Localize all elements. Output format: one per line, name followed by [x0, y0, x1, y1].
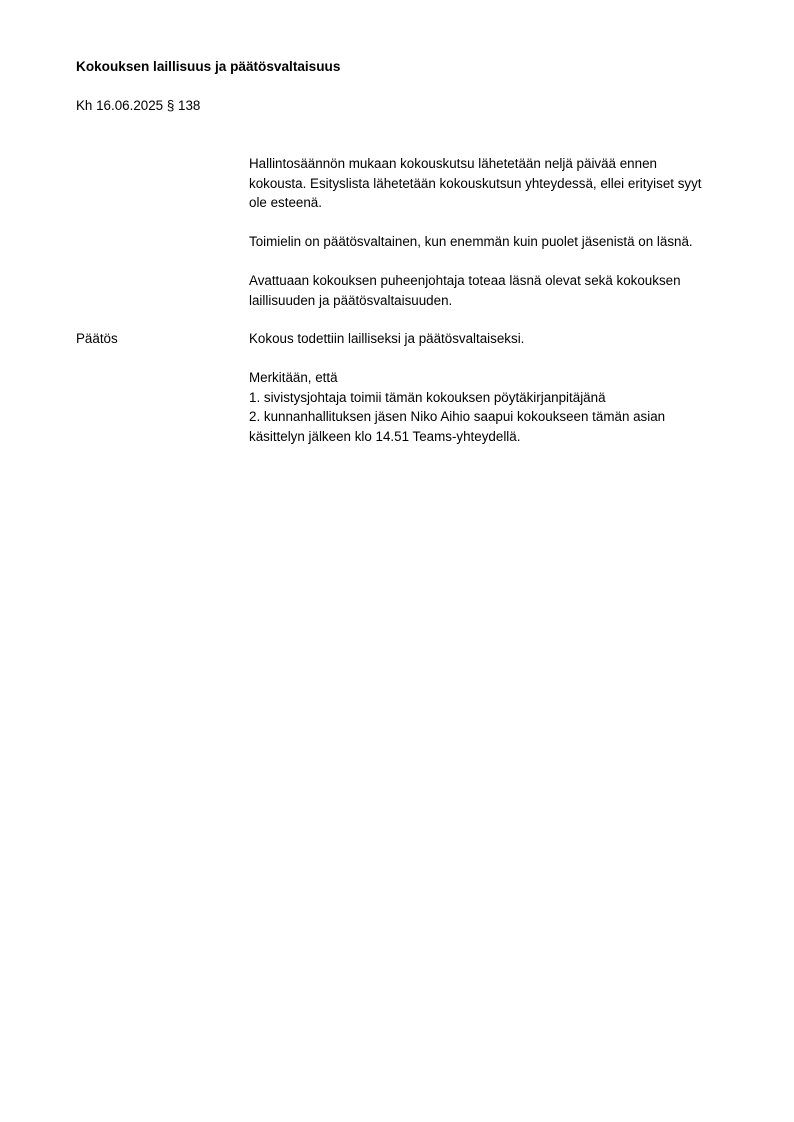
document-title: Kokouksen laillisuus ja päätösvaltaisuus: [76, 59, 341, 74]
notes-line: 2. kunnanhallituksen jäsen Niko Aihio saapui kokoukseen tämän asian: [249, 409, 666, 424]
notes-line: 1. sivistysjohtaja toimii tämän kokouksen pöytäkirjanpitäjänä: [249, 389, 606, 405]
chair-line: laillisuuden ja päätösvaltaisuuden.: [249, 292, 453, 308]
intro-paragraph: [249, 154, 749, 213]
meeting-reference: Kh 16.06.2025 § 138: [76, 98, 201, 113]
notes-line: Merkitään, että: [249, 370, 338, 385]
notes-line: käsittelyn jälkeen klo 14.51 Teams-yhteydellä.: [249, 428, 521, 444]
intro-line: Hallintosäännön mukaan kokouskutsu lähetetään neljä päivää ennen: [249, 156, 657, 171]
chair-line: Avattuaan kokouksen puheenjohtaja toteaa läsnä olevat sekä kokouksen: [249, 273, 681, 288]
decision-text: Kokous todettiin lailliseksi ja päätösvaltaiseksi.: [249, 331, 525, 346]
quorum-text: Toimielin on päätösvaltainen, kun enemmän kuin puolet jäsenistä on läsnä.: [249, 234, 693, 249]
intro-line: ole esteenä.: [249, 195, 322, 210]
decision-label: Päätös: [76, 331, 118, 346]
notes-paragraph: [249, 368, 749, 446]
quorum-paragraph: [249, 232, 749, 252]
decision-paragraph: [249, 329, 749, 349]
chair-paragraph: [249, 271, 749, 310]
intro-line: kokousta. Esityslista lähetetään kokouskutsun yhteydessä, ellei erityiset syyt: [249, 175, 702, 191]
